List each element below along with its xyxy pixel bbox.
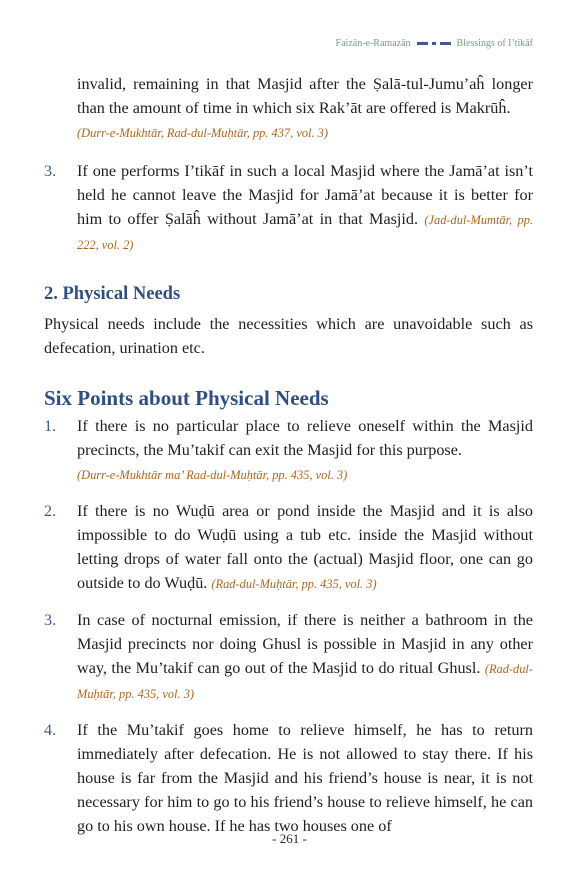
item-reference: (Rad-dul-Muḥtār, pp. 435, vol. 3) (77, 662, 533, 701)
item-number: 3. (44, 162, 57, 180)
item-number: 1. (44, 417, 57, 435)
book-title: Faizān-e-Ramazān (335, 38, 411, 49)
list-item (44, 499, 533, 596)
item-text: In case of nocturnal emission, if there is neither a bathroom in the Masjid precincts nor doing Ghusl is possible in Masjid in any other way, the Mu’takif can go out of the Masjid to do ritual Ghusl. (Rad-dul-Muḥtār, pp. 435, vol. 3) (77, 611, 533, 701)
item-text: If one performs I’tikāf in such a local Masjid where the Jamā’at isn’t held he cannot leave the Masjid for Jamā’at because it is better for him to offer Ṣalāĥ without Jamā’at in that Masjid. (Jad-dul-Mumtār, pp. 222, vol. 2) (77, 162, 533, 252)
item-text: If the Mu’takif goes home to relieve himself, he has to return immediately after defecation. He is not allowed to stay there. If his house is far from the Masjid and his friend’s house is near, it is not necessary for him to go to his friend’s house to relieve himself, he can go to his own house. If he has two houses one of (77, 721, 533, 835)
section-heading-physical-needs: 2. Physical Needs (44, 284, 181, 304)
item-text: If there is no Wuḍū area or pond inside the Masjid and it is also impossible to do Wuḍū using a tub etc. inside the Masjid without letting drops of water fall onto the (actual) Masjid floor, one can go outside to do Wuḍū. (Rad-dul-Muḥtār, pp. 435, vol. 3) (77, 502, 533, 592)
physical-needs-paragraph: Physical needs include the necessities which are unavoidable such as defecation, urination etc. (44, 315, 533, 357)
item-number: 3. (44, 611, 57, 629)
page-body (44, 72, 533, 838)
item-number: 2. (44, 502, 57, 520)
continuation-text: invalid, remaining in that Masjid after the Ṣalā-tul-Jumu’aĥ longer than the amount of time in which six Rak’āt are offered is Makrūĥ. (77, 75, 533, 117)
chapter-title: Blessings of I’tikāf (456, 38, 533, 49)
header-ornament-icon (417, 42, 451, 45)
list-item (44, 159, 533, 257)
item-text: If there is no particular place to relieve oneself within the Masjid precincts, the Mu’takif can exit the Masjid for this purpose. (Durr-e-Mukhtār ma’ Rad-dul-Muḥtār, pp. 435, vol. 3) (77, 417, 533, 482)
running-header (336, 38, 533, 49)
list-item (44, 608, 533, 706)
list-item (44, 414, 533, 487)
item-reference: (Jad-dul-Mumtār, pp. 222, vol. 2) (77, 213, 533, 252)
item-number: 4. (44, 721, 57, 739)
item-reference: (Durr-e-Mukhtār ma’ Rad-dul-Muḥtār, pp. 435, vol. 3) (77, 468, 348, 482)
section-heading-six-points: Six Points about Physical Needs (44, 386, 329, 410)
continuation-paragraph (44, 72, 533, 145)
page-number: - 261 - (272, 831, 307, 846)
item-reference: (Rad-dul-Muḥtār, pp. 435, vol. 3) (211, 577, 377, 591)
continuation-reference: (Durr-e-Mukhtār, Rad-dul-Muḥtār, pp. 437, vol. 3) (77, 126, 328, 140)
list-item (44, 718, 533, 838)
